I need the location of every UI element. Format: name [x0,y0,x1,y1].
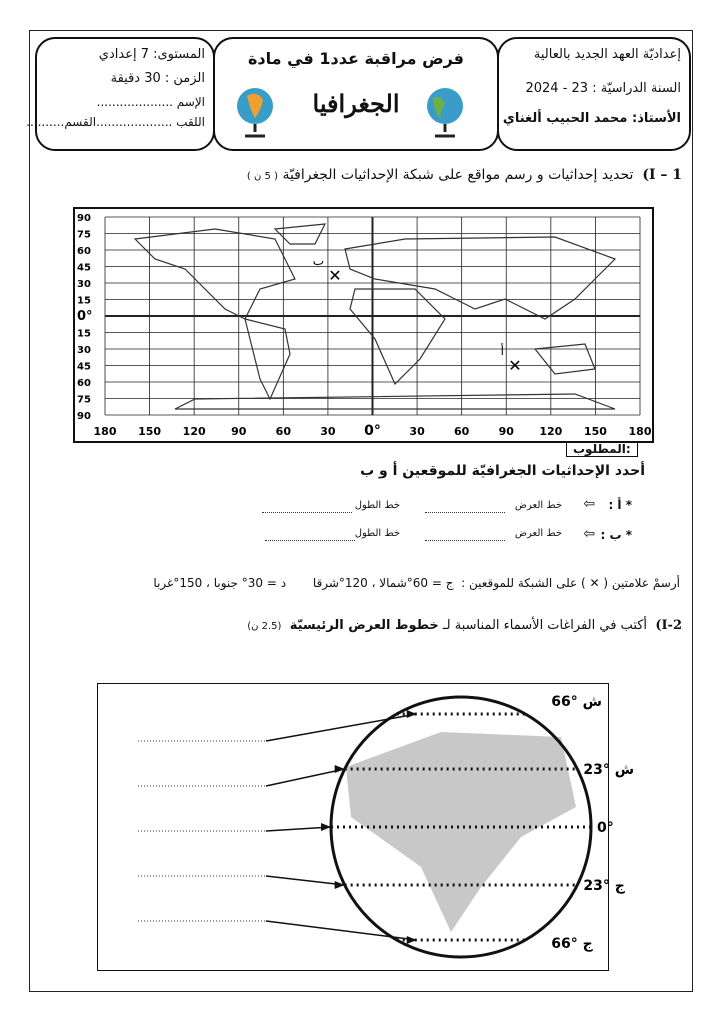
teacher-label: الأستاذ: [632,111,681,126]
latitude-tick-label: 30 [77,279,91,290]
longitude-b-blank[interactable] [265,540,355,541]
duration: الزمن : 30 دقيقة [110,71,205,86]
continent-outline [175,394,615,409]
q1-points: ( 5 ن ) [246,171,278,182]
q2-points: (2.5 ن) [247,621,282,632]
q1-text: تحديد إحداثيات و رسم مواقع على شبكة الإحداثيات الجغرافيّة [282,167,634,183]
exam-title: فرض مراقبة عدد1 في مادة [247,49,465,68]
continents [346,732,576,932]
row-a-label: * أ : [608,498,632,512]
q2-text: أكتب في الفراغات الأسماء المناسبة لـ [442,618,648,633]
required-label: المطلوب: [566,441,638,457]
continent-outline [345,237,615,319]
level: المستوى: 7 إعدادي [98,47,205,62]
longitude-tick-label: 60 [275,425,291,438]
latitude-tick-label: 75 [77,394,91,406]
longitude-tick-label: 60 [454,425,470,438]
pointer-arrow [266,876,345,885]
latitude-label: 66° ج [551,936,593,952]
globe-icon [233,84,277,140]
latitude-tick-label: 45 [77,262,91,274]
title-box [213,37,499,151]
latitude-tick-label: 90 [77,411,91,422]
task1-text: أحدد الإحداثيات الجغرافيّة للموقعين أ و ب [360,463,645,479]
latitude-label: خط العرض [514,500,562,511]
longitude-tick-label: 180 [93,425,117,438]
name-field[interactable]: الإسم .................... [96,95,205,109]
longitude-tick-label: 120 [539,425,563,438]
longitude-tick-label: 150 [138,425,162,438]
continent-outline [535,344,595,374]
globe-diagram [97,683,635,971]
latitude-tick-label: 90 [77,213,91,224]
longitude-tick-label: 180 [628,425,652,438]
longitude-a-blank[interactable] [262,512,352,513]
latitude-tick-label: 15 [77,328,91,340]
longitude-tick-label: 90 [231,425,247,438]
student-box [26,37,215,151]
world-map-grid [73,207,654,443]
row-b-label: * ب : [600,528,632,542]
longitude-tick-label: 0° [364,423,381,439]
continent-outline [350,289,445,384]
longitude-tick-label: 30 [409,425,425,438]
arrow-head [407,936,417,944]
longitude-label: خط الطول [354,528,400,539]
arrow-icon: ⇦ [583,496,595,512]
latitude-b-blank[interactable] [425,540,505,541]
latitude-tick-label: 60 [77,378,91,389]
longitude-tick-label: 120 [182,425,206,438]
location-label: ب [312,254,324,268]
teacher-name: محمد الحبيب ألغناي [502,111,628,126]
location-marker: ✕ [328,266,342,285]
longitude-tick-label: 90 [498,425,514,438]
pointer-arrow [266,769,345,786]
pointer-arrow [266,921,417,940]
latitude-tick-label: 0° [77,309,93,324]
location-label: أ [500,344,504,358]
continent-outline [135,229,295,319]
arrow-icon: ⇦ [583,526,595,542]
longitude-tick-label: 150 [583,425,607,438]
school-year: السنة الدراسيّة : 23 - 2024 [525,81,681,96]
school-box [497,37,691,151]
arrow-head [407,710,417,718]
latitude-tick-label: 45 [77,361,91,373]
latitude-tick-label: 60 [77,246,91,257]
latitude-label: 23° ش [583,762,635,778]
longitude-label: خط الطول [354,500,400,511]
location-marker: ✕ [508,356,522,375]
arrow-head [321,823,331,831]
subject-title: الجغرافيا [312,89,400,118]
globe-icon [423,84,467,140]
point-d: د = 30° جنوبا ، 150°غربا [153,576,287,590]
latitude-label: خط العرض [514,528,562,539]
pointer-arrow [266,714,417,741]
q2-number: I-2) [655,618,682,633]
continent-outline [275,224,325,244]
latitude-tick-label: 30 [77,345,91,356]
q2-bold: خطوط العرض الرئيسيّة [289,618,439,633]
latitude-tick-label: 15 [77,295,91,307]
latitude-label: 23° ج [583,878,625,894]
school-name: إعداديّة العهد الجديد بالعالية [533,47,681,62]
task2-text: أرسمْ علامتين ( ✕ ) على الشبكة للموقعين : [461,576,680,590]
q1-number: I – 1) [642,167,682,183]
latitude-tick-label: 75 [77,229,91,241]
surname-class-field[interactable]: اللقب ....................القسم.......... [26,115,205,129]
point-c: ج = 60°شمالا ، 120°شرقا [312,576,454,590]
longitude-tick-label: 30 [320,425,336,438]
latitude-label: 66° ش [551,694,602,710]
latitude-label: 0° [597,820,614,836]
latitude-a-blank[interactable] [425,512,505,513]
